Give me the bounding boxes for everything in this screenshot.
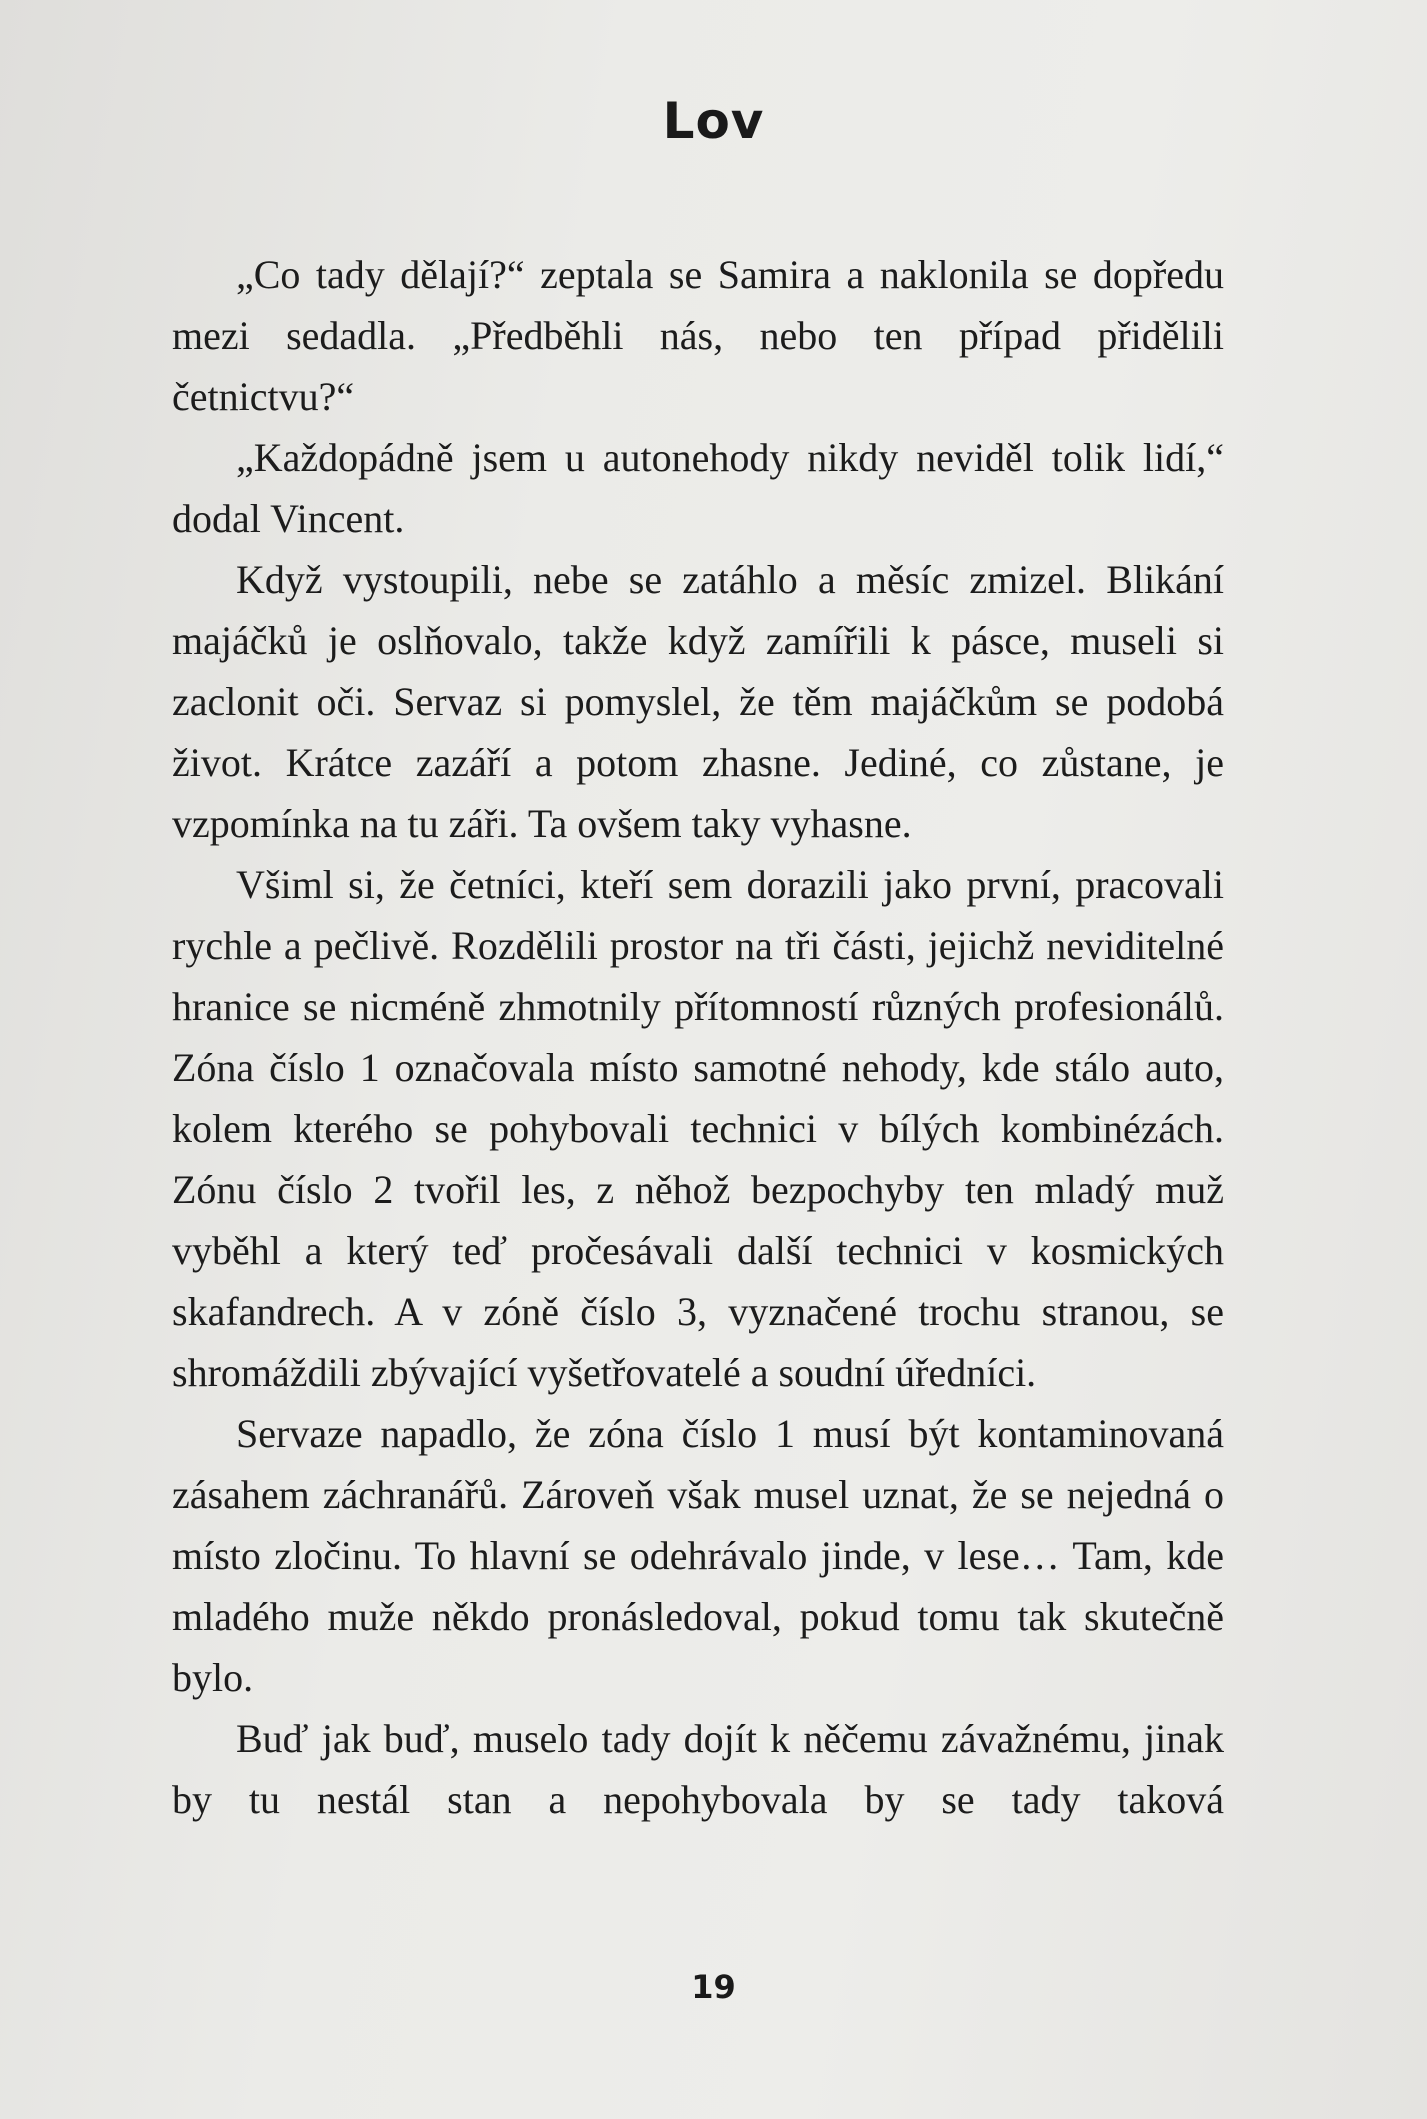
paragraph: „Každopádně jsem u autonehody nikdy neviděl tolik lidí,“ dodal Vincent. — [172, 435, 1224, 541]
page-number: 19 — [691, 1968, 736, 2006]
running-title: Lov — [662, 92, 765, 150]
body-text — [172, 244, 1224, 1830]
paragraph: „Co tady dělají?“ zeptala se Samira a naklonila se dopředu mezi sedadla. „Předběhli nás, nebo ten případ přidělili četnictvu?“ — [172, 252, 1224, 419]
paragraph: Všiml si, že četníci, kteří sem dorazili jako první, pracovali rychle a pečlivě. Rozdělili prostor na tři části, jejichž neviditelné hranice se nicméně zhmotnily přítomností různých profesionálů. Zóna číslo 1 označovala místo samotné nehody, kde stálo auto, kolem kterého se pohybovali technici v bílých kombinézách. Zónu číslo 2 tvořil les, z něhož bezpochyby ten mladý muž vyběhl a který teď pročesávali další technici v kosmických skafandrech. A v zóně číslo 3, vyznačené trochu stranou, se shromáždili zbývající vyšetřovatelé a soudní úředníci. — [172, 862, 1224, 1395]
paragraph: Buď jak buď, muselo tady dojít k něčemu závažnému, jinak by tu nestál stan a nepohybovala by se tady taková — [172, 1716, 1224, 1822]
paragraph: Když vystoupili, nebe se zatáhlo a měsíc zmizel. Blikání majáčků je oslňovalo, takže když zamířili k pásce, museli si zaclonit oči. Servaz si pomyslel, že těm majáčkům se podobá život. Krátce zazáří a potom zhasne. Jediné, co zůstane, je vzpomínka na tu záři. Ta ovšem taky vyhasne. — [172, 557, 1224, 846]
paragraph: Servaze napadlo, že zóna číslo 1 musí být kontaminovaná zásahem záchranářů. Zároveň však musel uznat, že se nejedná o místo zločinu. To hlavní se odehrávalo jinde, v lese… Tam, kde mladého muže někdo pronásledoval, pokud tomu tak skutečně bylo. — [172, 1411, 1224, 1700]
